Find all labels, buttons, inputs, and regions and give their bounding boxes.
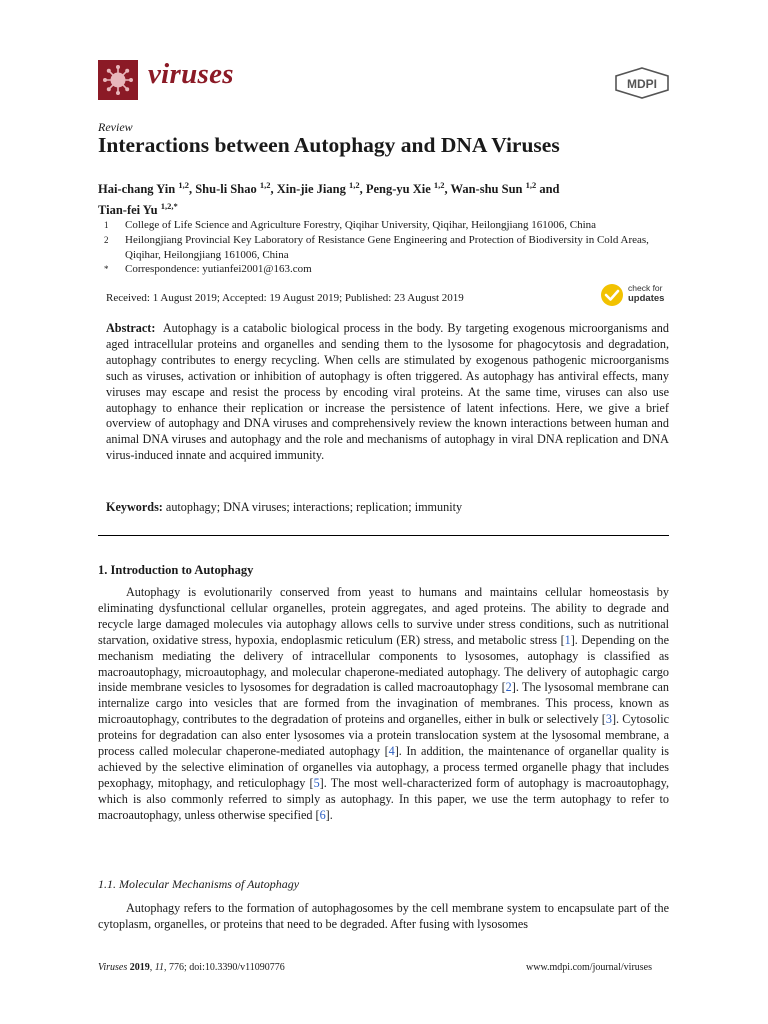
- paragraph-text: ]. The most well-characterized form of autophagy is macroautophagy, which is also commonly referred to simply as autophagy. In this paper, we use the term autophagy to refer to macroautophagy, unless otherwise specified [: [98, 775, 669, 822]
- paragraph-text: ]. In addition, the maintenance of organellar quality is achieved by the selective elimination of organelles via autophagy, a process termed organelle phagy that includes pexophagy, mitophagy, and reticulophagy [: [98, 744, 669, 790]
- affiliation-1: [98, 218, 668, 233]
- paragraph-text: ].: [325, 807, 333, 822]
- divider: [98, 535, 669, 536]
- author-name: Peng-yu Xie: [365, 182, 431, 197]
- affiliation-mark: 1: [104, 220, 109, 230]
- author-name: Xin-jie Jiang: [276, 182, 346, 197]
- citation-link[interactable]: 1: [564, 632, 571, 647]
- paragraph-text: ]. The lysosomal membrane can internalize cargo into vesicles that are formed from the invagination of membranes. This process, known as microautophagy, contributes to the degradation of proteins and organelles, either in bulk or selectively [: [98, 680, 669, 727]
- article-title: Interactions between Autophagy and DNA Viruses: [98, 133, 560, 157]
- affiliation-mark: 2: [104, 235, 109, 245]
- check-updates-icon: [600, 283, 624, 307]
- check-updates-label[interactable]: [628, 284, 664, 303]
- footer-url[interactable]: www.mdpi.com/journal/viruses: [526, 962, 653, 973]
- mdpi-logo-text: MDPI: [627, 77, 657, 91]
- affiliation-mark: *: [104, 264, 109, 274]
- footer-volume: 11: [154, 962, 165, 973]
- journal-name: viruses: [148, 58, 234, 90]
- keywords-text: autophagy; DNA viruses; interactions; replication; immunity: [165, 500, 463, 514]
- keywords-label: Keywords:: [106, 500, 163, 514]
- keywords: [106, 500, 669, 516]
- citation-link[interactable]: 3: [605, 712, 612, 727]
- check-updates-line2: updates: [628, 292, 665, 304]
- article-type: Review: [98, 120, 133, 134]
- paragraph-text: ]. Depending on the mechanism mediating the delivery of intracellular components to lysosomes, autophagy is classified as macroautophagy, microautophagy, and molecular chaperone-mediated autophagy. The delivery of autophagic cargo inside membrane vesicles to lysosomes for degradation is called macroautophagy [: [98, 632, 669, 695]
- correspondence: [98, 262, 668, 277]
- author-name: Wan-shu Sun: [450, 182, 523, 197]
- footer-year: 2019: [129, 962, 150, 973]
- section-heading: 1. Introduction to Autophagy: [98, 563, 254, 577]
- citation-link[interactable]: 6: [319, 807, 326, 822]
- journal-logo: [98, 60, 138, 100]
- affiliation-text: Heilongjiang Provincial Key Laboratory of Resistance Gene Engineering and Protection of Biodiversity in Cold Areas, Qiqihar, Heilongjiang 161006, China: [125, 234, 649, 261]
- abstract-label: Abstract:: [106, 321, 156, 335]
- body-paragraph-2: Autophagy refers to the formation of autophagosomes by the cell membrane system to encapsulate part of the cytoplasm, organelles, or proteins that need to be degraded. After fusing with lysosomes: [98, 901, 669, 931]
- author-name: Tian-fei Yu: [98, 203, 158, 218]
- author-name: Shu-li Shao: [195, 182, 257, 197]
- subsection-heading: 1.1. Molecular Mechanisms of Autophagy: [98, 877, 300, 891]
- author-affiliation-mark: 1,2: [433, 180, 445, 190]
- footer-citation: Viruses 2019, 11, 776; doi:10.3390/v11090776: [98, 962, 285, 973]
- author-affiliation-mark: 1,2,*: [160, 201, 178, 212]
- author-affiliation-mark: 1,2: [525, 180, 537, 190]
- publication-dates: Received: 1 August 2019; Accepted: 19 August 2019; Published: 23 August 2019: [106, 292, 464, 304]
- author-affiliation-mark: 1,2: [178, 180, 189, 190]
- paragraph-text: ]. Cytosolic proteins for degradation can also enter lysosomes via a protein translocation system at the lysosomal membrane, a process called molecular chaperone-mediated autophagy [: [98, 712, 670, 759]
- abstract: [106, 321, 669, 464]
- author-name: Hai-chang Yin: [98, 182, 176, 197]
- author-affiliation-mark: 1,2: [259, 180, 271, 190]
- abstract-text: Autophagy is a catabolic biological process in the body. By targeting exogenous microorganisms and aged intracellular proteins and organelles and sending them to the lysosome for phagocytosis and degradation, autophagy contributes to energy recycling. When cells are stimulated by exogenous pathogenic microorganisms such as viruses, activation or inhibition of autophagy is often triggered. As autophagy has antiviral effects, many viruses may escape and resist the process by encoding viral proteins. At the same time, viruses can also use autophagy to enhance their replication or increase the persistence of latent infections. Here, we give a brief overview of autophagy and DNA viruses and comprehensively review the known interactions between human and animal DNA viruses and autophagy and the role and mechanisms of autophagy in viral DNA replication and DNA virus-induced innate and acquired immunity.: [106, 321, 669, 463]
- footer-journal: Viruses: [98, 962, 128, 973]
- footer-doi: , 776; doi:10.3390/v11090776: [164, 962, 285, 973]
- citation-link[interactable]: 2: [505, 680, 512, 695]
- check-updates-line1: check for: [628, 283, 663, 293]
- correspondence-text[interactable]: Correspondence: yutianfei2001@163.com: [125, 263, 312, 275]
- affiliation-2: [98, 233, 668, 262]
- mdpi-logo: [614, 67, 670, 99]
- body-paragraph: [98, 585, 669, 824]
- author-list: Hai-chang Yin $^{1,2}$, Shu-li Shao $^{1,2}$, Xin-jie Jiang $^{1,2}$, Peng-yu Xie $^{1,2}$, Wan-shu Sun $^{1,2}$ and Tian-fei Yu $^{1,2,*}$: [98, 180, 560, 218]
- author-affiliation-mark: 1,2: [348, 180, 360, 190]
- virus-icon: [98, 60, 138, 100]
- citation-link[interactable]: 4: [388, 744, 395, 759]
- paragraph-text: Autophagy is evolutionarily conserved from yeast to humans and maintains cellular homeostasis by eliminating dysfunctional cellular organelles, protein aggregates, and aged proteins. The ability to degrade and recycle large damaged molecules via autophagy allows cells to survive under stress conditions, such as nutritional starvation, oxidative stress, hypoxia, endoplasmic reticulum (ER) stress, and metabolic stress [: [98, 585, 669, 647]
- citation-link[interactable]: 5: [313, 775, 320, 790]
- affiliation-text: College of Life Science and Agriculture Forestry, Qiqihar University, Qiqihar, Heilongjiang 161006, China: [125, 219, 597, 231]
